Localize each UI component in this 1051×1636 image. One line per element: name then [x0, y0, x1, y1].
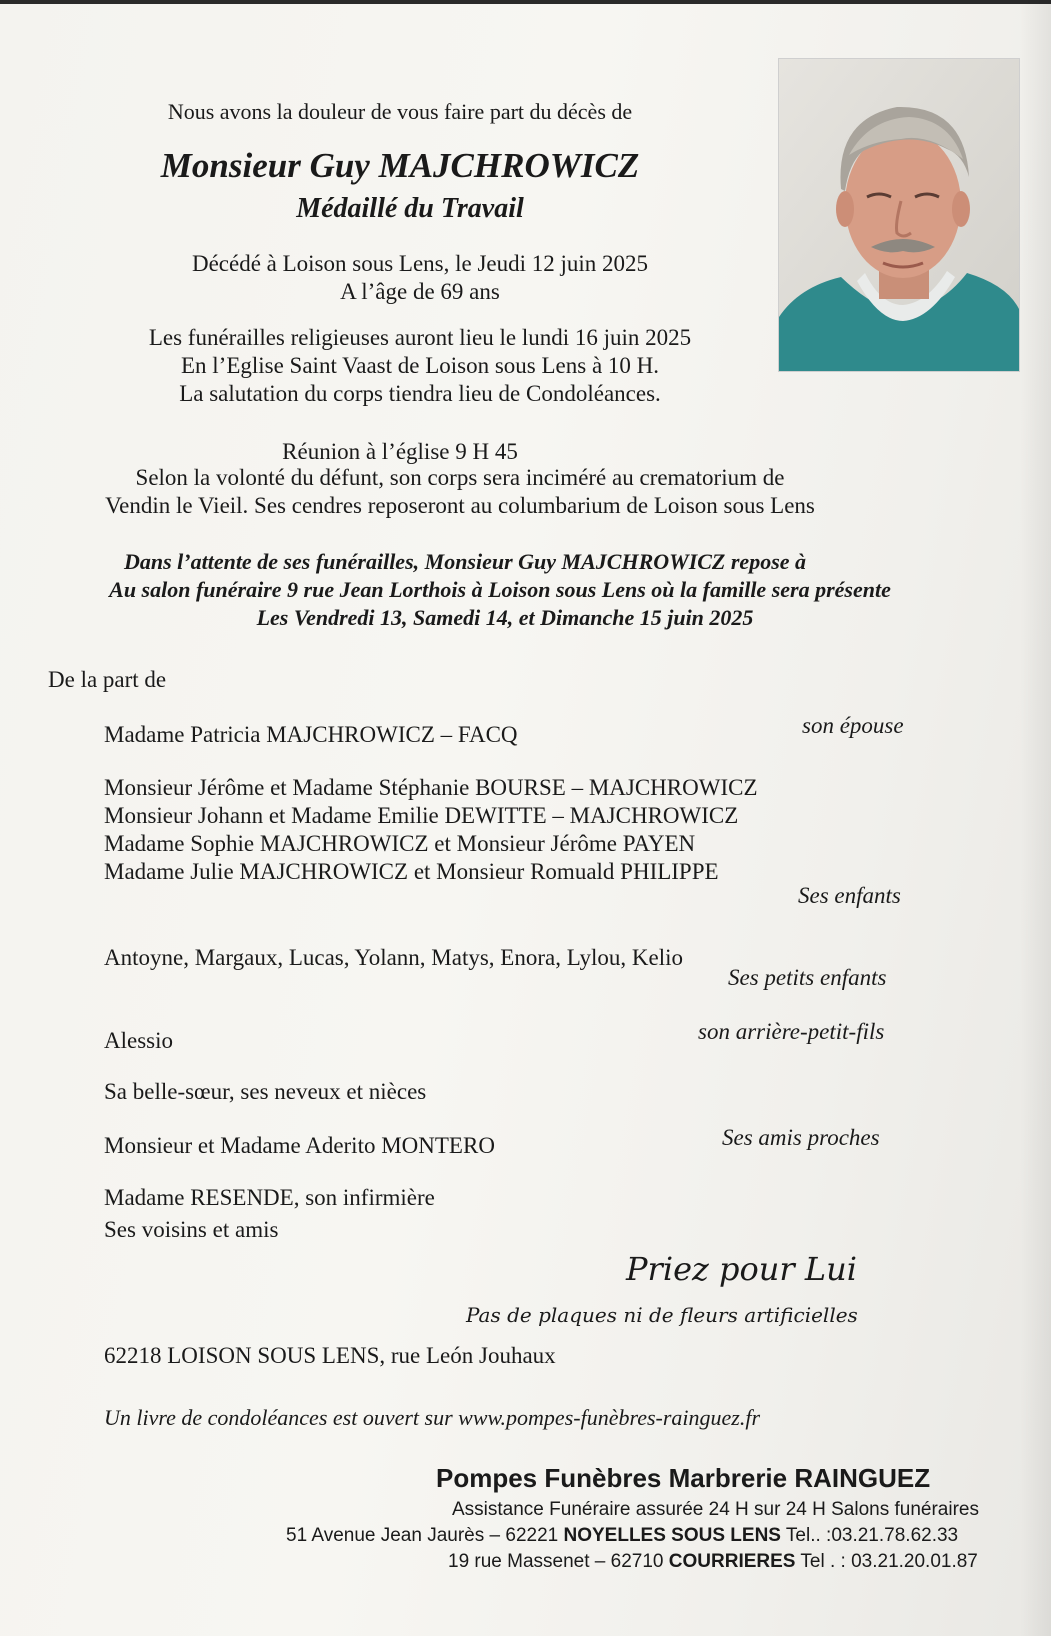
great-grandchild-name: Alessio	[104, 1028, 173, 1053]
deceased-name: Monsieur Guy MAJCHROWICZ	[160, 146, 640, 185]
office-2-city: COURRIERES	[668, 1551, 796, 1572]
intro-line: Nous avons la douleur de vous faire part du décès de	[167, 99, 633, 124]
rest-line: Les Vendredi 13, Samedi 14, et Dimanche 15 juin 2025	[256, 605, 754, 630]
great-grandchild-role: son arrière-petit-fils	[698, 1019, 885, 1044]
children-role: Ses enfants	[798, 883, 901, 908]
condolences-line: Un livre de condoléances est ouvert sur www.pompes-funèbres-rainguez.fr	[104, 1405, 761, 1430]
friends-name: Monsieur et Madame Aderito MONTERO	[104, 1133, 495, 1158]
company-service: Assistance Funéraire assurée 24 H sur 24 H Salons funéraires	[452, 1499, 979, 1520]
spouse-role: son épouse	[802, 713, 904, 738]
age-line: A l’âge de 69 ans	[340, 279, 500, 304]
office-1-street: 51 Avenue Jean Jaurès – 62221	[286, 1525, 559, 1546]
from-label: De la part de	[48, 667, 167, 692]
child-name: Madame Sophie MAJCHROWICZ et Monsieur Jérôme PAYEN	[104, 831, 696, 856]
portrait-illustration	[779, 59, 1019, 371]
office-1-tel: Tel.. :03.21.78.62.33	[785, 1525, 959, 1546]
child-name: Madame Julie MAJCHROWICZ et Monsieur Romuald PHILIPPE	[104, 859, 719, 884]
pray-line: Priez pour Lui	[626, 1250, 857, 1288]
grandchildren-names: Antoyne, Margaux, Lucas, Yolann, Matys, Enora, Lylou, Kelio	[104, 945, 683, 970]
distinction: Médaillé du Travail	[296, 193, 524, 224]
company-office-1	[286, 1524, 958, 1548]
portrait-photo	[778, 58, 1020, 372]
funeral-line: En l’Eglise Saint Vaast de Loison sous Lens à 10 H.	[180, 353, 660, 378]
grandchildren-role: Ses petits enfants	[728, 965, 887, 990]
in-laws-line: Sa belle-sœur, ses neveux et nièces	[104, 1079, 427, 1104]
office-2-tel: Tel . : 03.21.20.01.87	[800, 1551, 978, 1572]
company-office-2	[448, 1550, 978, 1574]
child-name: Monsieur Johann et Madame Emilie DEWITTE – MAJCHROWICZ	[104, 803, 739, 828]
rest-line: Dans l’attente de ses funérailles, Monsieur Guy MAJCHROWICZ repose à	[123, 549, 807, 574]
cremation-line: Vendin le Vieil. Ses cendres reposeront au columbarium de Loison sous Lens	[105, 493, 815, 518]
death-line: Décédé à Loison sous Lens, le Jeudi 12 juin 2025	[191, 251, 649, 276]
meeting-line: Réunion à l’église 9 H 45	[282, 439, 518, 464]
office-1-city: NOYELLES SOUS LENS	[563, 1525, 781, 1546]
no-flowers-line: Pas de plaques ni de fleurs artificielles	[466, 1303, 858, 1327]
office-2-street: 19 rue Massenet – 62710	[448, 1551, 664, 1572]
friends-role: Ses amis proches	[722, 1125, 880, 1150]
funeral-line: Les funérailles religieuses auront lieu le lundi 16 juin 2025	[148, 325, 692, 350]
company-name: Pompes Funèbres Marbrerie RAINGUEZ	[436, 1463, 931, 1493]
card-top-edge	[0, 0, 1051, 4]
neighbours-line: Ses voisins et amis	[104, 1217, 279, 1242]
nurse-line: Madame RESENDE, son infirmière	[104, 1185, 435, 1210]
card-fold-shadow	[1020, 0, 1051, 1636]
child-name: Monsieur Jérôme et Madame Stéphanie BOURSE – MAJCHROWICZ	[104, 775, 758, 800]
rest-line: Au salon funéraire 9 rue Jean Lorthois à Loison sous Lens où la famille sera présente	[109, 577, 891, 602]
address-line: 62218 LOISON SOUS LENS, rue León Jouhaux	[104, 1343, 556, 1368]
cremation-line: Selon la volonté du défunt, son corps sera inciméré au crematorium de	[135, 465, 785, 490]
funeral-line: La salutation du corps tiendra lieu de Condoléances.	[179, 381, 661, 406]
spouse-name: Madame Patricia MAJCHROWICZ – FACQ	[104, 722, 518, 747]
